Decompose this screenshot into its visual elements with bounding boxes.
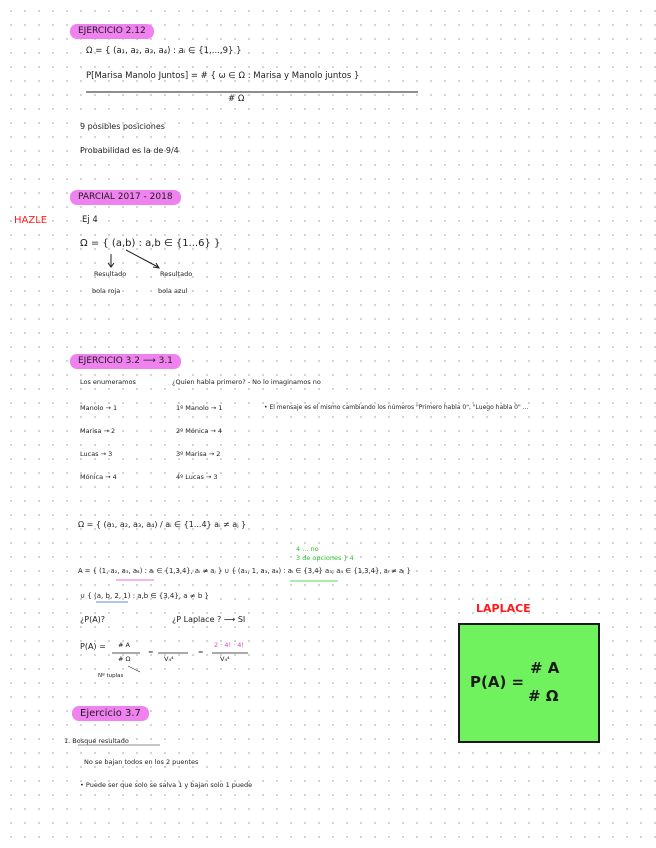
set-U: ∪ { (a, b, 2, 1) : a,b ∈ {3,4}, a ≠ b } bbox=[80, 592, 210, 600]
hazle-note: HAZLE bbox=[14, 215, 48, 226]
ej32-omega: Ω = { (a₁, a₂, a₃, a₄) / aᵢ ∈ {1...4} aᵢ ≠ aⱼ } bbox=[78, 520, 247, 529]
ex212-omega: Ω = { (a₁, a₂, a₃, a₄) : aᵢ ∈ {1,...,9} } bbox=[86, 46, 242, 56]
parcial-r2b: bola azul bbox=[158, 287, 188, 295]
ej32-head1: Los enumeramos bbox=[80, 378, 136, 386]
eq-sign: = bbox=[148, 648, 154, 656]
ej37-title: Ejercicio 3.7 bbox=[72, 706, 149, 721]
parcial-r2: Resultado bbox=[160, 270, 193, 278]
parcial-omega: Ω = { (a,b) : a,b ∈ {1...6} } bbox=[80, 238, 221, 249]
frac-a-den: # Ω bbox=[118, 655, 131, 663]
ej32-title: EJERCICIO 3.2 ⟶ 3.1 bbox=[70, 354, 181, 369]
ex212-positions: 9 posibles posiciones bbox=[80, 122, 165, 131]
ntuplas-label: Nº tuplas bbox=[98, 673, 124, 679]
parcial-title: PARCIAL 2017 - 2018 bbox=[70, 190, 181, 205]
ej37-line1: 1. Bosque resultado bbox=[64, 737, 129, 745]
frac-c-den: V₄⁴ bbox=[220, 655, 230, 663]
frac-b-den: V₄⁴ bbox=[164, 655, 174, 663]
ex212-result: Probabilidad es la de 9/4 bbox=[80, 146, 179, 155]
right-item: 2º Mónica → 4 bbox=[176, 427, 223, 435]
green-note-2: 3 de opciones } 4 bbox=[296, 554, 354, 562]
ej32-note: • El mensaje es el mismo cambiando los números "Primero habla 0", "Luego habla 0" ... bbox=[264, 404, 529, 411]
parcial-r1: Resultado bbox=[94, 270, 127, 278]
green-note-1: 4 ... no bbox=[296, 545, 319, 553]
left-item: Mónica → 4 bbox=[80, 473, 117, 481]
right-item: 3º Marisa → 2 bbox=[176, 450, 221, 458]
eq-sign: = bbox=[198, 648, 204, 656]
parcial-ej: Ej 4 bbox=[82, 215, 98, 225]
q-laplace: ¿P Laplace ? ⟶ SI bbox=[172, 615, 246, 624]
laplace-lhs: P(A) = bbox=[470, 673, 525, 691]
ex212-title: EJERCICIO 2.12 bbox=[70, 24, 154, 39]
laplace-num: # A bbox=[530, 659, 560, 677]
right-item: 1º Manolo → 1 bbox=[176, 404, 223, 412]
ex212-den: # Ω bbox=[228, 94, 245, 104]
ej32-head2: ¿Quien habla primero? - No lo imaginamos no bbox=[172, 378, 321, 386]
set-A: A = { (1, a₂, a₃, a₄) : aᵢ ∈ {1,3,4}, aᵢ ≠ aⱼ } ∪ { (a₁, 1, a₃, a₄) : aᵢ ∈ {3,4} a₃, a₄ ∈ {1,3,4}, aᵢ ≠ aⱼ } bbox=[78, 567, 411, 575]
frac-c-num: 2 · 4! · 4! bbox=[214, 641, 245, 649]
ex212-prob: P[Marisa Manolo Juntos] = # { ω ∈ Ω : Marisa y Manolo juntos } bbox=[86, 71, 360, 81]
ej37-line3: • Puede ser que solo se salva 1 y bajan solo 1 puede bbox=[80, 781, 253, 789]
left-item: Lucas → 3 bbox=[80, 450, 113, 458]
left-item: Marisa → 2 bbox=[80, 427, 116, 435]
pa-label: P(A) = bbox=[80, 642, 106, 651]
right-item: 4º Lucas → 3 bbox=[176, 473, 218, 481]
ej37-line2: No se bajan todos en los 2 puentes bbox=[84, 758, 199, 766]
q-pa: ¿P(A)? bbox=[80, 615, 106, 624]
parcial-r1b: bola roja bbox=[92, 287, 121, 295]
left-item: Manolo → 1 bbox=[80, 404, 118, 412]
frac-a-num: # A bbox=[118, 641, 130, 649]
laplace-den: # Ω bbox=[528, 687, 559, 705]
laplace-title: LAPLACE bbox=[476, 602, 531, 615]
